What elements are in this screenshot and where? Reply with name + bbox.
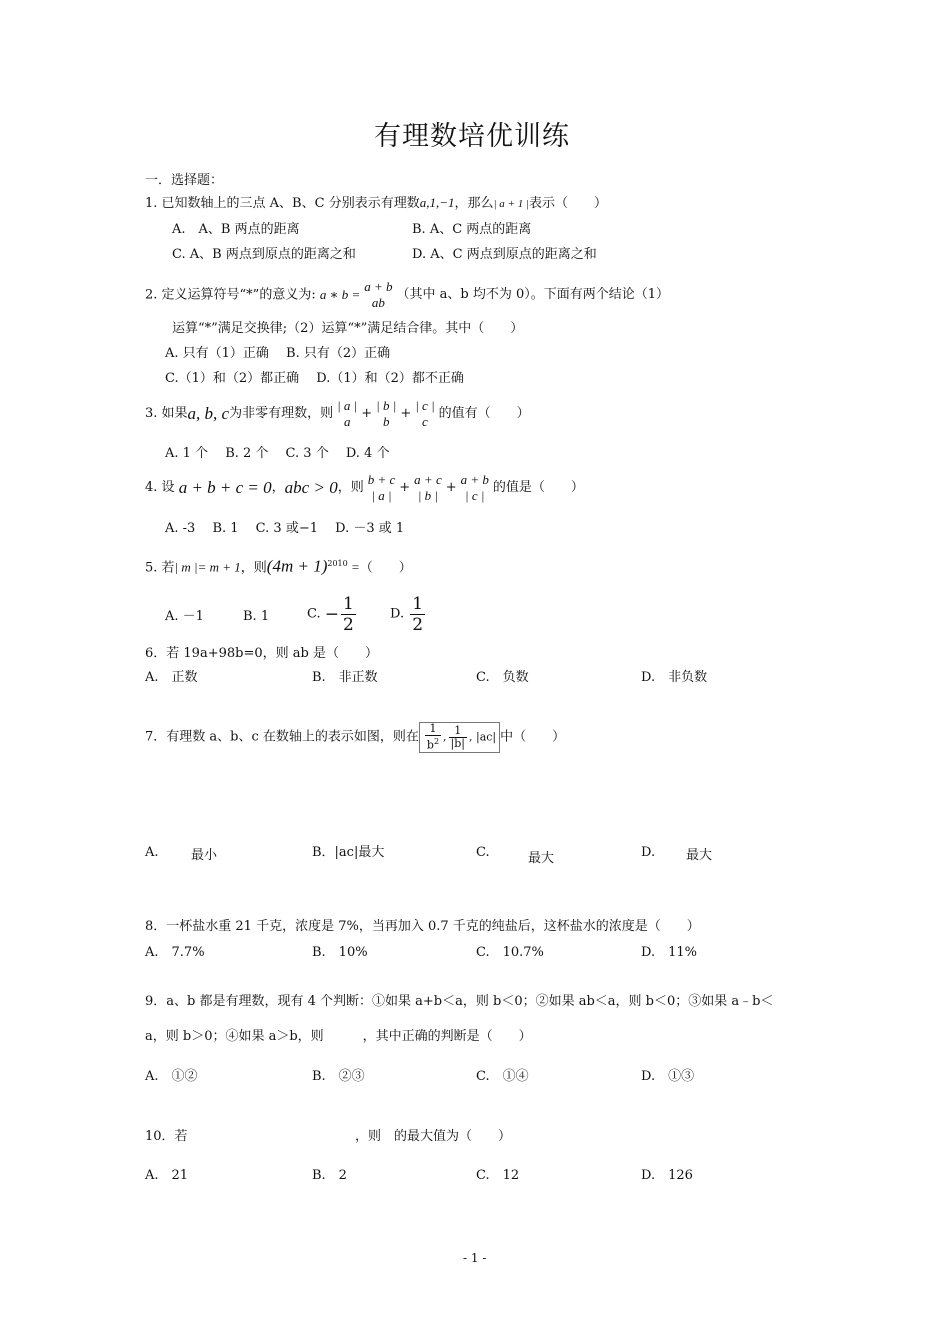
q8-option-c: C. 10.7% [476, 945, 544, 960]
q4-cond-1: a + b + c = 0 [178, 478, 272, 497]
q5-opt-c-label: C. [307, 606, 321, 622]
q3-f1-den: a [343, 414, 351, 429]
q5-opt-d-num: 1 [412, 594, 424, 614]
q5-option-a: A. －1 [165, 609, 204, 624]
q2-lhs: a ∗ b = [319, 287, 361, 302]
q10-option-c: C. 12 [476, 1168, 520, 1183]
question-6-stem: 6．若 19a+98b=0，则 ab 是（ ） [145, 646, 378, 661]
q5-cond: | m |= m + 1 [174, 559, 241, 575]
q4-f2-num: a + c [414, 472, 442, 487]
q8-option-a: A. 7.7% [145, 945, 205, 960]
q4-plus-2: + [445, 480, 457, 495]
q5-opt-d-den: 2 [412, 615, 424, 635]
q1-option-a: A. A、B 两点的距离 [172, 222, 300, 237]
q3-fraction-a [335, 398, 359, 430]
q1-math-vals: a,1,−1 [419, 195, 455, 210]
q3-fraction-b [374, 398, 398, 430]
q5-equals: = [347, 559, 360, 575]
q10-option-b: B. 2 [312, 1168, 347, 1183]
q3-options: A. 1 个 B. 2 个 C. 3 个 D. 4 个 [165, 446, 390, 461]
q1-text-c: 表示（ ） [528, 196, 607, 211]
q4-plus-1: + [399, 480, 411, 495]
q2-text-a: 2. 定义运算符号“*”的意义为: [145, 287, 316, 303]
q7-box-1-den-base: b [426, 738, 434, 752]
q9-option-a: A. ①② [145, 1069, 198, 1084]
q6-option-c: C. 负数 [476, 670, 529, 685]
q9-option-c: C. ①④ [476, 1069, 529, 1084]
q4-fraction-c [459, 472, 491, 504]
q1-text-b: ，那么 [454, 196, 494, 211]
q4-text-b: ，则 [337, 480, 364, 495]
q4-f2-den: | b | [417, 488, 439, 503]
q7-text-b: 中（ ） [500, 729, 566, 745]
q1-option-d: D. A、C 两点到原点的距离之和 [412, 247, 597, 262]
page-number: - 1 - [463, 1251, 487, 1265]
q5-opt-d-label: D. [390, 606, 405, 622]
q3-text-a: 3. 如果 [145, 406, 188, 421]
q7-option-d-text: 最大 [686, 848, 713, 863]
q7-option-a-label: A. [145, 845, 159, 860]
q9-option-d: D. ①③ [641, 1069, 695, 1084]
q2-num: a + b [364, 279, 393, 294]
question-9-line-2: a，则 b＞0；④如果 a＞b，则 ，其中正确的判断是（ ） [145, 1029, 532, 1044]
q7-box-1-den-exp: 2 [433, 737, 440, 746]
section-heading: 一．选择题： [145, 173, 224, 188]
q3-plus-2: + [400, 406, 412, 421]
q7-box-sep-1: , [443, 730, 447, 744]
q3-text-b: 为非零有理数，则 [229, 406, 334, 421]
q7-box-2-num: 1 [454, 723, 462, 737]
question-10-text-b: ，则 的最大值为（ ） [355, 1129, 512, 1144]
q7-box-2-den: |b| [450, 736, 465, 750]
q2-text-c: 运算“*”满足交换律;（2）运算“*”满足结合律。其中（ ） [172, 321, 524, 336]
q3-f3-den: c [422, 414, 428, 429]
question-4-stem [145, 472, 584, 504]
q3-fraction-c [413, 398, 436, 430]
q7-expression-box [419, 722, 500, 753]
q5-text-b: ，则 [240, 560, 267, 576]
q9-option-b: B. ②③ [312, 1069, 365, 1084]
q1-math-abs: | a + 1 | [493, 198, 529, 210]
q7-option-c-text: 最大 [528, 851, 555, 866]
q5-option-d [390, 594, 427, 635]
q7-box-1-den [425, 735, 441, 752]
q5-opt-c-den: 2 [343, 615, 354, 635]
q7-box-frac-2 [449, 725, 467, 750]
q10-option-a: A. 21 [145, 1168, 189, 1183]
q4-fraction-a [366, 472, 398, 504]
q5-text-a: 5. 若 [145, 560, 175, 576]
q4-f3-den: | c | [465, 488, 485, 503]
q5-exponent: 2010 [327, 559, 348, 568]
q1-text-a: 1. 已知数轴上的三点 A、B、C 分别表示有理数 [145, 196, 420, 211]
q7-box-frac-1 [425, 723, 441, 752]
q6-option-a: A. 正数 [145, 670, 198, 685]
q2-text-b: （其中 a、b 均不为 0）。下面有两个结论（1） [396, 287, 670, 302]
question-9-line-1: 9．a、b 都是有理数，现有 4 个判断：①如果 a+b＜a，则 b＜0；②如果 ab＜a，则 b＜0；③如果 a﹣b＜ [145, 994, 774, 1009]
q5-opt-c-num: 1 [343, 594, 354, 614]
q7-box-1-num: 1 [429, 722, 437, 735]
q3-f2-den: b [383, 414, 390, 429]
q3-f1-num: | a | [337, 398, 358, 413]
q1-option-c: C. A、B 两点到原点的距离之和 [172, 247, 356, 262]
q5-opt-d-fraction [410, 594, 425, 635]
question-5-stem [145, 556, 412, 576]
q3-text-c: 的值有（ ） [438, 406, 530, 421]
q2-den: ab [371, 295, 385, 310]
q7-box-sep-2: , [469, 730, 473, 744]
q5-opt-c-fraction [341, 594, 356, 635]
q4-fraction-b [412, 472, 444, 504]
q2-fraction [362, 279, 394, 311]
q5-option-b: B. 1 [243, 609, 270, 624]
question-7-stem [145, 722, 565, 753]
q2-options-ab: A. 只有（1）正确 B. 只有（2）正确 [165, 346, 391, 361]
q6-option-b: B. 非正数 [312, 670, 378, 685]
q4-comma: ， [271, 480, 285, 495]
q4-f1-num: b + c [367, 472, 396, 487]
q8-option-b: B. 10% [312, 945, 368, 960]
q4-options: A. -3 B. 1 C. 3 或−1 D. －3 或 1 [165, 521, 405, 536]
q4-text-c: 的值是（ ） [492, 480, 584, 495]
q3-plus-1: + [361, 406, 373, 421]
q4-text-a: 4. 设 [145, 480, 175, 495]
q7-option-a-text: 最小 [191, 848, 218, 863]
q3-f3-num: | c | [415, 398, 435, 413]
q10-option-d: D. 126 [641, 1168, 693, 1183]
q4-f1-den: | a | [371, 488, 392, 503]
q4-f3-num: a + b [460, 472, 489, 487]
q5-text-c: （ ） [359, 560, 412, 576]
q3-vars: a, b, c [187, 404, 230, 423]
q7-option-b: B．|ac|最大 [312, 845, 385, 860]
page-title: 有理数培优训练 [374, 121, 570, 152]
q4-cond-2: abc > 0 [284, 478, 338, 497]
q5-expr: (4m + 1) [266, 556, 328, 576]
q5-option-c [307, 594, 358, 635]
q7-text-a: 7．有理数 a、b、c 在数轴上的表示如图，则在 [145, 729, 419, 745]
q5-opt-c-sign: − [324, 604, 340, 625]
q8-option-d: D. 11% [641, 945, 697, 960]
q2-options-cd: C.（1）和（2）都正确 D.（1）和（2）都不正确 [165, 371, 464, 386]
q7-option-c-label: C. [476, 845, 490, 860]
q7-box-3: |ac| [476, 730, 497, 744]
q7-option-d-label: D. [641, 845, 656, 860]
question-8-stem: 8．一杯盐水重 21 千克，浓度是 7%，当再加入 0.7 千克的纯盐后，这杯盐水的浓度是（ ） [145, 919, 700, 934]
question-1-stem [145, 195, 607, 212]
q3-f2-num: | b | [376, 398, 397, 413]
q1-option-b: B. A、C 两点的距离 [412, 222, 532, 237]
q6-option-d: D. 非负数 [641, 670, 708, 685]
question-10-text-a: 10．若 [145, 1129, 188, 1144]
question-3-stem [145, 398, 530, 430]
question-2-stem [145, 279, 669, 311]
